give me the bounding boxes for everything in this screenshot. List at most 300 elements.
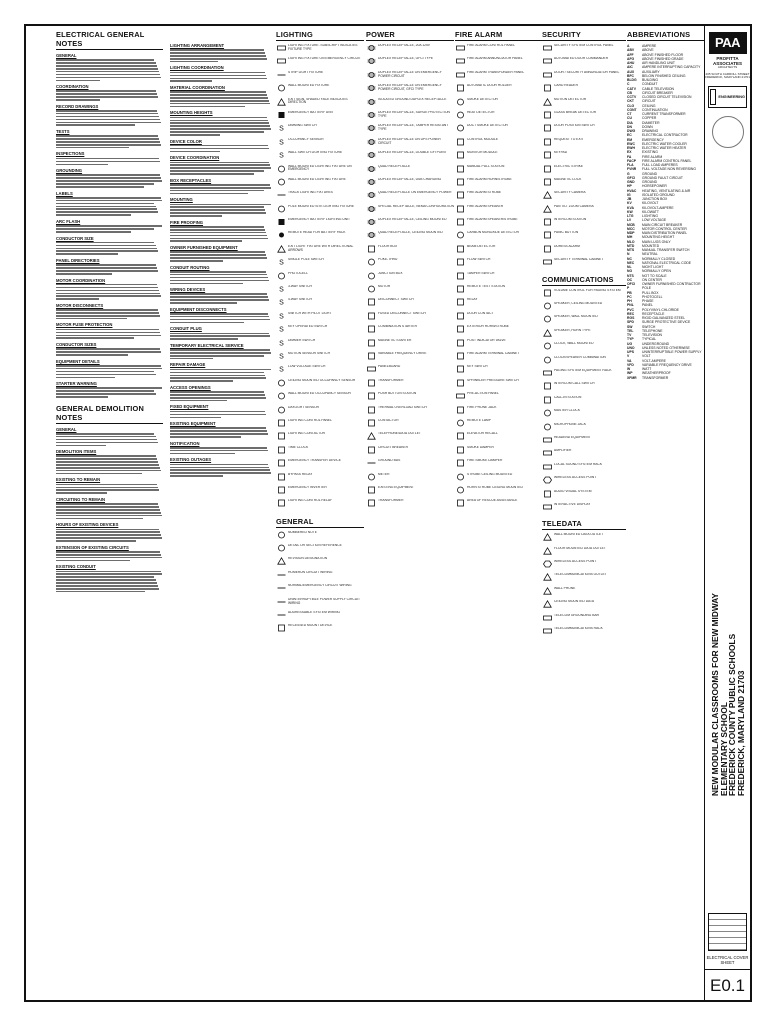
legend-row bbox=[455, 178, 543, 191]
legend-row bbox=[276, 138, 364, 151]
note-text-line bbox=[170, 352, 271, 354]
legend-row bbox=[276, 473, 364, 486]
square-symbol-icon bbox=[455, 312, 465, 320]
note-text-line bbox=[56, 161, 160, 163]
circle-symbol-icon bbox=[276, 392, 286, 400]
circle-symbol-icon bbox=[276, 544, 286, 552]
note-text-line bbox=[170, 75, 266, 77]
legend-description: FLOW SWITCH bbox=[467, 258, 491, 262]
abbreviation-meaning: NEUTRAL bbox=[642, 252, 658, 257]
note-text-line bbox=[170, 204, 271, 206]
note-text-line bbox=[56, 309, 158, 311]
square-symbol-icon bbox=[455, 406, 465, 414]
legend-description: MAGNETIC LOCK bbox=[554, 177, 582, 181]
security-title: SECURITY bbox=[542, 30, 626, 41]
abbreviation-meaning: POLE bbox=[642, 286, 652, 291]
note-text-line bbox=[170, 193, 248, 195]
legend-description: LIGHTING CONTACTOR bbox=[288, 432, 326, 436]
abbreviation-key: AUX bbox=[627, 69, 635, 74]
abbreviation-key: WP bbox=[627, 371, 633, 376]
note-text-line bbox=[56, 557, 162, 559]
legend-description: METER bbox=[378, 472, 390, 476]
legend-description: PAN TILT ZOOM CAMERA bbox=[554, 204, 594, 208]
note-text-line bbox=[56, 122, 161, 124]
abbreviation-meaning: FULL LOAD AMPERES bbox=[642, 163, 678, 167]
note-subhead: RECORD DRAWINGS bbox=[56, 103, 99, 109]
abbreviation-meaning: BELOW FINISHED CEILING bbox=[642, 73, 686, 78]
legend-row bbox=[366, 231, 454, 244]
note-text-line bbox=[56, 318, 127, 320]
note-text-line bbox=[170, 91, 266, 93]
abbreviation-key: MTD bbox=[627, 243, 635, 248]
square-symbol-icon bbox=[276, 432, 286, 440]
abbreviation-meaning: TELEPHONE bbox=[642, 328, 663, 333]
legend-row bbox=[542, 547, 626, 560]
legend-description: RECESSED MOUNT DEVICE bbox=[288, 624, 333, 628]
legend-row bbox=[455, 499, 543, 512]
legend-description: PANIC BUTTON bbox=[554, 231, 579, 235]
legend-description: DOOR / SECURITY ANNUNCIATOR PANEL bbox=[554, 70, 620, 74]
legend-description: DUPLEX RECEPTACLE ON EMERGENCY POWER CIRCUIT, GFCI TYPE bbox=[378, 84, 442, 92]
svg-text:S: S bbox=[278, 299, 284, 307]
legend-row bbox=[542, 165, 626, 178]
legend-description: TRANSFORMER bbox=[378, 499, 404, 503]
abbreviation-meaning: DRAWING bbox=[642, 129, 659, 133]
square-symbol-icon bbox=[455, 499, 465, 507]
legend-row bbox=[276, 312, 364, 325]
note-subhead: REPAIR DAMAGE bbox=[170, 362, 206, 368]
legend-row bbox=[542, 302, 626, 315]
rect-symbol-icon bbox=[276, 57, 286, 65]
legend-description: FIRE ALARM SPEAKER bbox=[467, 204, 504, 208]
abbreviation-meaning: CEILING bbox=[642, 103, 656, 108]
legend-description: WALL MOUNTED LIGHTING FIXTURE ON EMERGENCY bbox=[288, 164, 352, 172]
note-text-line bbox=[170, 394, 265, 396]
abbreviation-key: FLA bbox=[627, 163, 634, 167]
legend-row bbox=[276, 486, 364, 499]
note-subhead: CONDUIT PLUG bbox=[170, 326, 202, 332]
abbreviation-key: AFF bbox=[627, 52, 634, 57]
abbreviation-meaning: VOLT-AMPERE bbox=[642, 358, 666, 363]
legend-description: FIRE ALARM HORN/STROBE bbox=[467, 177, 512, 181]
legend-row bbox=[276, 57, 364, 70]
note-text-line bbox=[170, 391, 264, 393]
note-text-line bbox=[170, 190, 264, 192]
legend-description: DIMMER SWITCH bbox=[288, 338, 316, 342]
legend-description: SECURITY TERMINAL CABINET bbox=[554, 258, 604, 262]
legend-description: MOTION SENSOR SWITCH bbox=[288, 351, 330, 355]
legend-description: KEY OPERATED SWITCH bbox=[288, 325, 328, 329]
abbreviation-meaning: NOT TO SCALE bbox=[642, 273, 667, 278]
tri-symbol-icon bbox=[276, 245, 286, 253]
legend-description: CLOCK/SPEAKER COMBINATION bbox=[554, 355, 606, 359]
square-symbol-icon bbox=[542, 218, 552, 226]
legend-row bbox=[276, 557, 364, 570]
note-text-line bbox=[56, 365, 161, 367]
note-text-line bbox=[56, 206, 156, 208]
note-text-line bbox=[56, 77, 161, 79]
note-subhead: MATERIAL COORDINATION bbox=[170, 85, 225, 91]
legend-row bbox=[366, 365, 454, 378]
legend-row bbox=[455, 245, 543, 258]
legend-row bbox=[366, 272, 454, 285]
note-text-line bbox=[56, 116, 159, 118]
security-legend bbox=[542, 30, 626, 640]
note-subhead: TEMPORARY ELECTRICAL SERVICE bbox=[170, 342, 244, 348]
abbreviation-key: BLDG bbox=[627, 78, 637, 82]
s-symbol-icon bbox=[276, 339, 286, 347]
abbreviation-key: PB bbox=[627, 290, 632, 295]
note-text-line bbox=[170, 128, 271, 130]
svg-text:S: S bbox=[278, 259, 284, 267]
note-text-line bbox=[170, 167, 271, 169]
legend-row bbox=[366, 406, 454, 419]
square-symbol-icon bbox=[542, 490, 552, 498]
legend-description: MONITOR MODULE bbox=[467, 151, 498, 155]
note-text-line bbox=[170, 251, 265, 253]
legend-row bbox=[455, 205, 543, 218]
legend-row bbox=[542, 436, 626, 449]
note-text-line bbox=[56, 180, 162, 182]
square-symbol-icon bbox=[455, 165, 465, 173]
legend-row bbox=[366, 298, 454, 311]
general-notes-body bbox=[56, 53, 163, 398]
rect-symbol-icon bbox=[455, 392, 465, 400]
sheet-number: E0.1 bbox=[705, 969, 750, 1000]
abbreviation-meaning: VOLT bbox=[642, 354, 651, 359]
circle-symbol-icon bbox=[276, 406, 286, 414]
note-subhead: MOTOR DISCONNECTS bbox=[56, 302, 104, 308]
abbreviation-meaning: DOWN bbox=[642, 124, 653, 129]
svg-text:S: S bbox=[278, 313, 284, 320]
tri-symbol-icon bbox=[542, 533, 552, 541]
legend-description: DOOR POSITION SWITCH bbox=[554, 124, 595, 128]
drawing-sheet bbox=[24, 24, 752, 1002]
legend-row bbox=[455, 446, 543, 459]
legend-row bbox=[542, 98, 626, 111]
project-title-area bbox=[711, 566, 745, 796]
dup-symbol-icon bbox=[366, 44, 376, 52]
note-text-line bbox=[170, 372, 264, 374]
legend-description: REQUEST TO EXIT bbox=[554, 137, 584, 141]
legend-description: FIRE PHONE JACK bbox=[467, 405, 497, 409]
abbreviation-key: DIA bbox=[627, 120, 633, 125]
legend-description: POST INDICATOR VALVE bbox=[467, 338, 506, 342]
legend-description: VOLUME CONTROL FOR PAGING SYSTEM bbox=[554, 288, 621, 292]
general-notes-column bbox=[56, 30, 163, 594]
legend-description: FIRE SMOKE DAMPER bbox=[467, 459, 503, 463]
abbreviation-meaning: GROUND FAULT CIRCUIT bbox=[642, 175, 683, 180]
note-subhead: EXISTING CONDUIT bbox=[56, 564, 96, 570]
legend-row bbox=[366, 98, 454, 111]
note-text-line bbox=[56, 197, 161, 199]
legend-description: FUSED DISCONNECT SWITCH bbox=[378, 311, 426, 315]
abbreviation-key: PH bbox=[627, 299, 632, 303]
abbreviation-meaning: MOUNTED bbox=[642, 243, 660, 248]
rect-symbol-icon bbox=[276, 44, 286, 52]
note-text-line bbox=[56, 298, 99, 300]
abbreviation-meaning: SURGE PROTECTIVE DEVICE bbox=[642, 320, 691, 325]
note-text-line bbox=[170, 274, 267, 276]
abbreviation-meaning: AMPERE bbox=[642, 44, 657, 48]
note-text-line bbox=[56, 551, 160, 553]
note-text-line bbox=[56, 287, 158, 289]
rect-symbol-icon bbox=[542, 369, 552, 377]
legend-row bbox=[542, 84, 626, 97]
abbreviation-key: OFCI bbox=[627, 282, 636, 286]
legend-description: FIRE ALARM TERMINAL CABINET bbox=[467, 351, 520, 355]
note-text-line bbox=[170, 145, 268, 147]
note-text-line bbox=[170, 148, 269, 150]
note-text-line bbox=[56, 390, 154, 392]
legend-description: 4-WAY SWITCH bbox=[288, 298, 312, 302]
abbreviation-key: CLG bbox=[627, 103, 635, 108]
legend-description: FIRE ALARM ANNUNCIATOR PANEL bbox=[467, 57, 523, 61]
legend-description: CARBON MONOXIDE DETECTOR bbox=[467, 231, 519, 235]
legend-description: STROBE CEILING MOUNTED bbox=[467, 472, 513, 476]
note-text-line bbox=[56, 284, 157, 286]
note-text-line bbox=[56, 534, 161, 536]
s-symbol-icon bbox=[276, 365, 286, 373]
note-text-line bbox=[56, 518, 143, 520]
fire-alarm-title: FIRE ALARM bbox=[455, 30, 543, 41]
legend-row bbox=[366, 165, 454, 178]
legend-row bbox=[455, 57, 543, 70]
abbreviation-meaning: UNDERGROUND bbox=[642, 341, 670, 346]
note-text-line bbox=[56, 458, 157, 460]
abbreviation-key: PVC bbox=[627, 307, 634, 312]
note-text-line bbox=[56, 158, 159, 160]
legend-description: OCCUPANCY SENSOR bbox=[288, 137, 324, 141]
legend-row bbox=[366, 459, 454, 472]
abbreviation-key: ABV bbox=[627, 48, 635, 53]
revision-table bbox=[708, 913, 747, 951]
legend-description: LOCAL SOUND SYSTEM RACK bbox=[554, 462, 603, 466]
circle-symbol-icon bbox=[455, 473, 465, 481]
square-symbol-icon bbox=[455, 178, 465, 186]
legend-row bbox=[276, 392, 364, 405]
abbreviation-meaning: MOUNTING HEIGHT bbox=[642, 235, 675, 240]
legend-row bbox=[455, 98, 543, 111]
legend-description: DUPLEX RECEPTACLE, SURGE PROTECTION TYPE bbox=[378, 110, 450, 118]
legend-description: INTERCOM STATION bbox=[554, 218, 587, 222]
legend-description: ELEVATOR RECALL bbox=[467, 432, 498, 436]
legend-row bbox=[366, 44, 454, 57]
square-symbol-icon bbox=[366, 446, 376, 454]
note-text-line bbox=[56, 203, 154, 205]
legend-row bbox=[276, 379, 364, 392]
abbreviation-meaning: VARIABLE FREQUENCY DRIVE bbox=[642, 362, 692, 367]
dup-symbol-icon bbox=[366, 71, 376, 79]
legend-description: FLOOR BOX bbox=[378, 244, 398, 248]
note-text-line bbox=[56, 290, 159, 292]
note-text-line bbox=[56, 135, 158, 137]
legend-row bbox=[366, 339, 454, 352]
s-symbol-icon bbox=[276, 258, 286, 266]
note-text-line bbox=[56, 337, 134, 339]
note-text-line bbox=[56, 473, 142, 475]
note-text-line bbox=[170, 49, 264, 51]
square-symbol-icon bbox=[276, 459, 286, 467]
note-text-line bbox=[56, 80, 100, 82]
tri-symbol-icon bbox=[542, 191, 552, 199]
abbreviation-key: KV bbox=[627, 201, 632, 206]
square-symbol-icon bbox=[366, 499, 376, 507]
abbreviation-key: EWH bbox=[627, 146, 635, 150]
legend-description: MANUAL PULL STATION bbox=[467, 164, 505, 168]
note-text-line bbox=[170, 80, 212, 82]
line-symbol-icon bbox=[276, 584, 286, 592]
note-subhead: EQUIPMENT DETAILS bbox=[56, 358, 100, 364]
square-symbol-icon bbox=[542, 138, 552, 146]
general-notes-title: ELECTRICAL GENERAL NOTES bbox=[56, 30, 163, 50]
legend-row bbox=[276, 205, 364, 218]
abbreviation-meaning: AMPERE INTERRUPTING CAPACITY bbox=[642, 65, 701, 70]
note-subhead: FIRE PROOFING bbox=[170, 219, 204, 225]
legend-row bbox=[542, 138, 626, 151]
note-text-line bbox=[56, 65, 157, 67]
abbreviation-meaning: FULL VOLTAGE NON REVERSING bbox=[642, 167, 697, 172]
lighting-legend bbox=[276, 30, 364, 638]
square-symbol-icon bbox=[276, 499, 286, 507]
line-symbol-icon bbox=[276, 598, 286, 606]
note-text-line bbox=[170, 117, 267, 119]
legend-description: ELECTRIC STRIKE bbox=[554, 164, 584, 168]
abbreviation-meaning: CURRENT TRANSFORMER bbox=[642, 112, 686, 116]
legend-description: WALL MOUNTED FIXTURE bbox=[288, 84, 330, 88]
legend-row bbox=[542, 57, 626, 70]
legend-description: AREA OF RESCUE ASSISTANCE bbox=[467, 499, 518, 503]
legend-description: EMERGENCY TRANSFER DEVICE bbox=[288, 459, 342, 463]
legend-description: DAYLIGHT SENSOR bbox=[288, 405, 320, 409]
svg-text:S: S bbox=[278, 326, 284, 334]
legend-row bbox=[276, 218, 364, 231]
abbreviation-meaning: ELECTRIC WATER HEATER bbox=[642, 146, 687, 150]
square-symbol-icon bbox=[542, 396, 552, 404]
abbreviation-key: V bbox=[627, 354, 630, 359]
square-symbol-icon bbox=[366, 419, 376, 427]
note-text-line bbox=[56, 200, 162, 202]
legend-row bbox=[366, 499, 454, 512]
note-text-line bbox=[56, 489, 159, 491]
legend-row bbox=[542, 245, 626, 258]
legend-row bbox=[276, 71, 364, 84]
abbreviation-key: FA bbox=[627, 154, 632, 159]
abbreviation-meaning: TRANSFORMER bbox=[642, 375, 669, 380]
abbreviation-key: RGS bbox=[627, 316, 635, 320]
rect-symbol-icon bbox=[542, 503, 552, 511]
abbreviation-key: UPS bbox=[627, 350, 634, 354]
tri-symbol-icon bbox=[542, 587, 552, 595]
legend-row bbox=[542, 205, 626, 218]
note-text-line bbox=[56, 231, 131, 233]
legend-row bbox=[276, 459, 364, 472]
note-subhead: LIGHTING ARRANGEMENT bbox=[170, 43, 225, 48]
legend-row bbox=[455, 432, 543, 445]
legend-row bbox=[455, 124, 543, 137]
legend-row bbox=[455, 165, 543, 178]
legend-description: SINGLE POLE SWITCH bbox=[288, 258, 324, 262]
legend-description: EXIT LIGHT FIXTURE WITH DIRECTIONAL ARROWS bbox=[288, 244, 354, 252]
abbreviation-key: NO bbox=[627, 269, 633, 274]
note-subhead: MOUNTING bbox=[170, 197, 193, 203]
legend-description: FIRE ALARM CONTROL PANEL bbox=[467, 44, 515, 47]
abbreviation-key: MLO bbox=[627, 239, 635, 244]
note-text-line bbox=[56, 329, 159, 331]
note-text-line bbox=[170, 313, 268, 315]
square-symbol-icon bbox=[276, 446, 286, 454]
square-symbol-icon bbox=[276, 473, 286, 481]
legend-row bbox=[542, 124, 626, 137]
note-text-line bbox=[170, 355, 264, 357]
abbreviation-key: TV bbox=[627, 333, 632, 337]
legend-description: THERMAL OVERLOAD SWITCH bbox=[378, 405, 427, 409]
abbreviation-meaning: PULL BOX bbox=[642, 290, 659, 295]
note-text-line bbox=[56, 68, 158, 70]
circle-symbol-icon bbox=[276, 272, 286, 280]
note-text-line bbox=[170, 238, 268, 240]
note-text-line bbox=[56, 377, 115, 379]
legend-row bbox=[542, 463, 626, 476]
dup-symbol-icon bbox=[366, 218, 376, 226]
circle-symbol-icon bbox=[276, 205, 286, 213]
note-text-line bbox=[170, 433, 268, 435]
abbreviation-key: KW bbox=[627, 209, 633, 214]
abbreviation-key: LTG bbox=[627, 214, 634, 218]
note-text-line bbox=[56, 348, 160, 350]
power-title: POWER bbox=[366, 30, 454, 41]
square-symbol-icon bbox=[542, 382, 552, 390]
note-subhead: DEMOLITION ITEMS bbox=[56, 449, 97, 455]
legend-row bbox=[542, 409, 626, 422]
note-text-line bbox=[56, 270, 158, 272]
note-text-line bbox=[56, 71, 159, 73]
note-text-line bbox=[56, 503, 158, 505]
legend-row bbox=[455, 218, 543, 231]
note-text-line bbox=[170, 280, 269, 282]
legend-row bbox=[366, 138, 454, 151]
note-text-line bbox=[56, 585, 158, 587]
legend-row bbox=[366, 379, 454, 392]
legend-row bbox=[366, 218, 454, 231]
legend-description: DUPLEX RECEPTACLE, DOUBLE GFI POINT bbox=[378, 151, 447, 155]
note-text-line bbox=[170, 411, 265, 413]
abbreviation-meaning: EXISTING bbox=[642, 150, 658, 155]
note-text-line bbox=[170, 302, 237, 304]
abbreviation-key: EWC bbox=[627, 141, 635, 146]
legend-row bbox=[542, 476, 626, 489]
legend-row bbox=[542, 44, 626, 57]
power-legend bbox=[366, 30, 454, 513]
square-symbol-icon bbox=[542, 111, 552, 119]
legend-description: INTERACTIVE DISPLAY bbox=[554, 502, 591, 506]
legend-description: SECURITY SYSTEM CONTROL PANEL bbox=[554, 44, 614, 47]
square-symbol-icon bbox=[542, 245, 552, 253]
legend-description: WALL MOUNTED LIGHTING FIXTURE bbox=[288, 177, 346, 181]
note-text-line bbox=[56, 242, 154, 244]
legend-description: REVISION DESIGNATION bbox=[288, 557, 328, 561]
abbreviations-title: ABBREVIATIONS bbox=[627, 30, 705, 41]
note-text-line bbox=[170, 293, 267, 295]
legend-description: DISCONNECT SWITCH bbox=[378, 298, 414, 302]
legend-description: BYPASS RELAY bbox=[288, 472, 313, 476]
firm-sub: ARCHITECTS bbox=[717, 65, 738, 69]
abbreviation-meaning: CABLE TELEVISION bbox=[642, 86, 674, 91]
circle-symbol-icon bbox=[276, 165, 286, 173]
legend-row bbox=[542, 289, 626, 302]
legend-row bbox=[366, 473, 454, 486]
rect-symbol-icon bbox=[366, 365, 376, 373]
